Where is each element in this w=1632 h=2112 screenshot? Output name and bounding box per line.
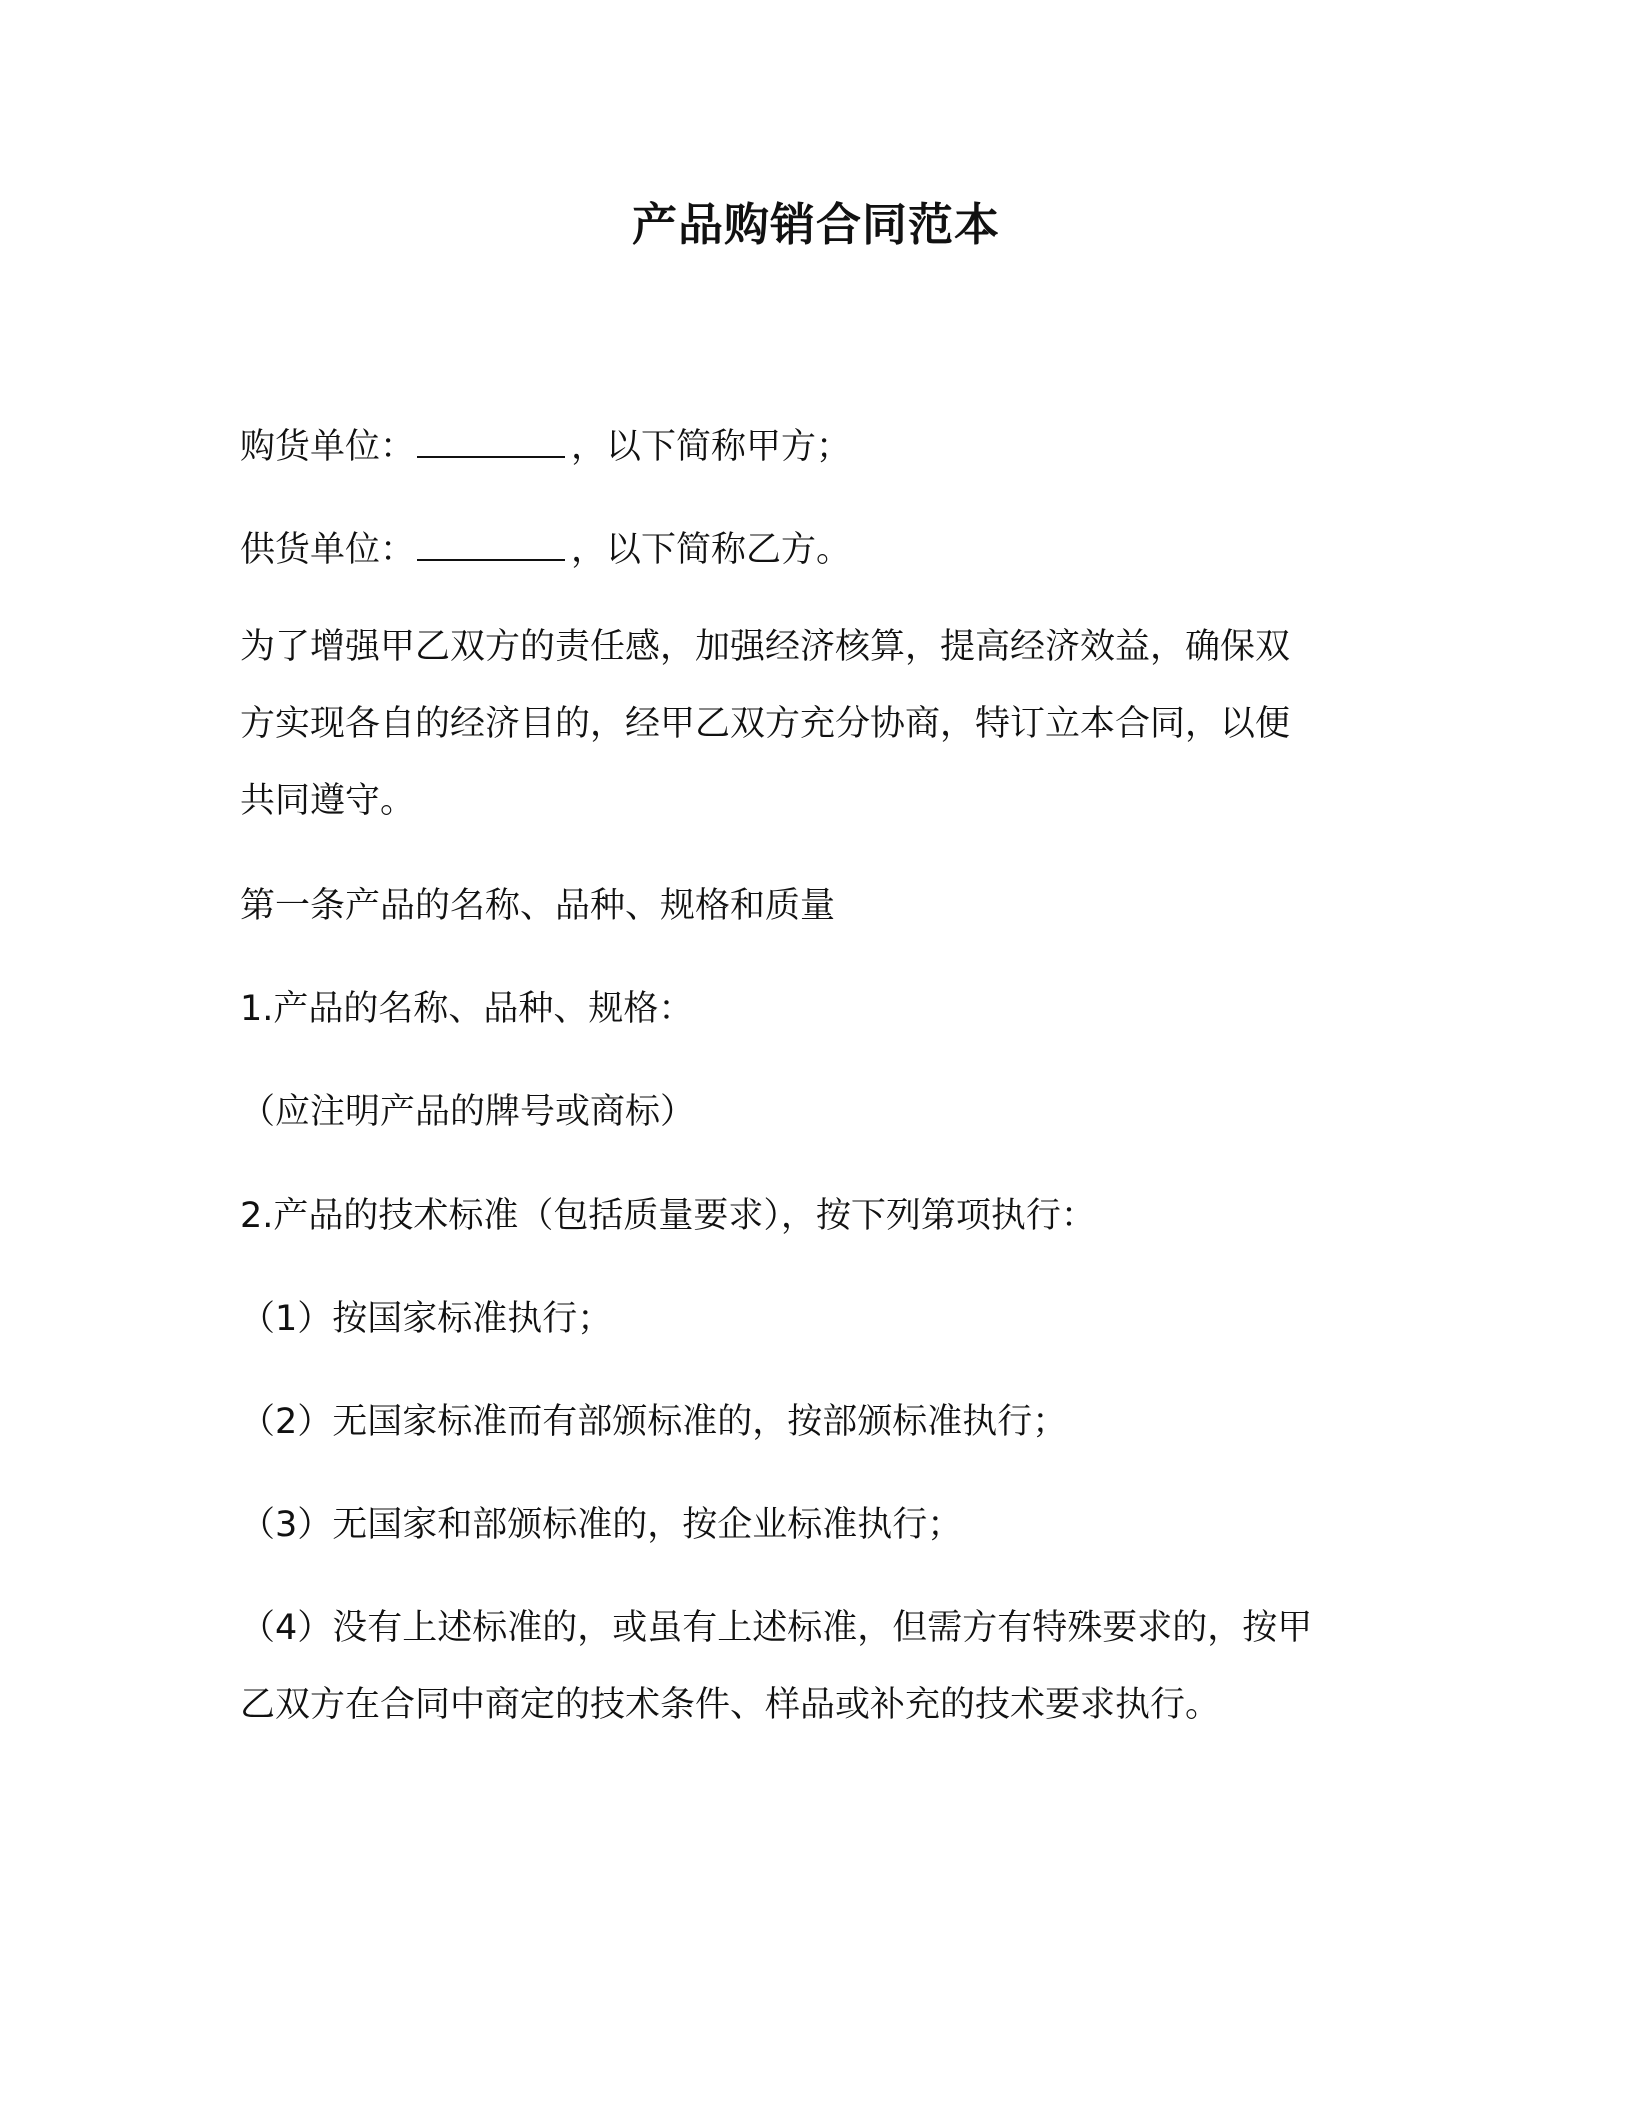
sub-item-1: （1）按国家标准执行； — [240, 1299, 613, 1339]
sub-item-4 — [240, 1590, 1380, 1744]
article1-heading: 第一条产品的名称、品种、规格和质量 — [240, 886, 836, 926]
item1-note: （应注明产品的牌号或商标） — [240, 1092, 696, 1132]
intro-line: 共同遵守。 — [240, 781, 416, 821]
seller-line — [240, 523, 1400, 573]
seller-blank — [417, 523, 565, 561]
sub-item-4-line: （4）没有上述标准的，或虽有上述标准，但需方有特殊要求的，按甲 — [240, 1608, 1313, 1648]
intro-line: 方实现各自的经济目的，经甲乙双方充分协商，特订立本合同，以便 — [240, 704, 1291, 744]
intro-line: 为了增强甲乙双方的责任感，加强经济核算，提高经济效益，确保双 — [240, 627, 1291, 667]
sub-item-2: （2）无国家标准而有部颁标准的，按部颁标准执行； — [240, 1402, 1068, 1442]
seller-label: 供货单位： — [240, 530, 416, 570]
seller-suffix: ，以下简称乙方。 — [571, 530, 852, 570]
item2-text: 2.产品的技术标准（包括质量要求），按下列第项执行： — [240, 1196, 1096, 1236]
buyer-line — [240, 420, 1400, 470]
intro-paragraph — [240, 609, 1380, 840]
item1-text: 1.产品的名称、品种、规格： — [240, 989, 694, 1029]
document-title: 产品购销合同范本 — [631, 198, 1000, 251]
sub-item-4-line: 乙双方在合同中商定的技术条件、样品或补充的技术要求执行。 — [240, 1685, 1221, 1725]
buyer-blank — [417, 420, 565, 458]
buyer-suffix: ，以下简称甲方； — [571, 427, 852, 467]
sub-item-3: （3）无国家和部颁标准的，按企业标准执行； — [240, 1505, 963, 1545]
buyer-label: 购货单位： — [240, 427, 416, 467]
